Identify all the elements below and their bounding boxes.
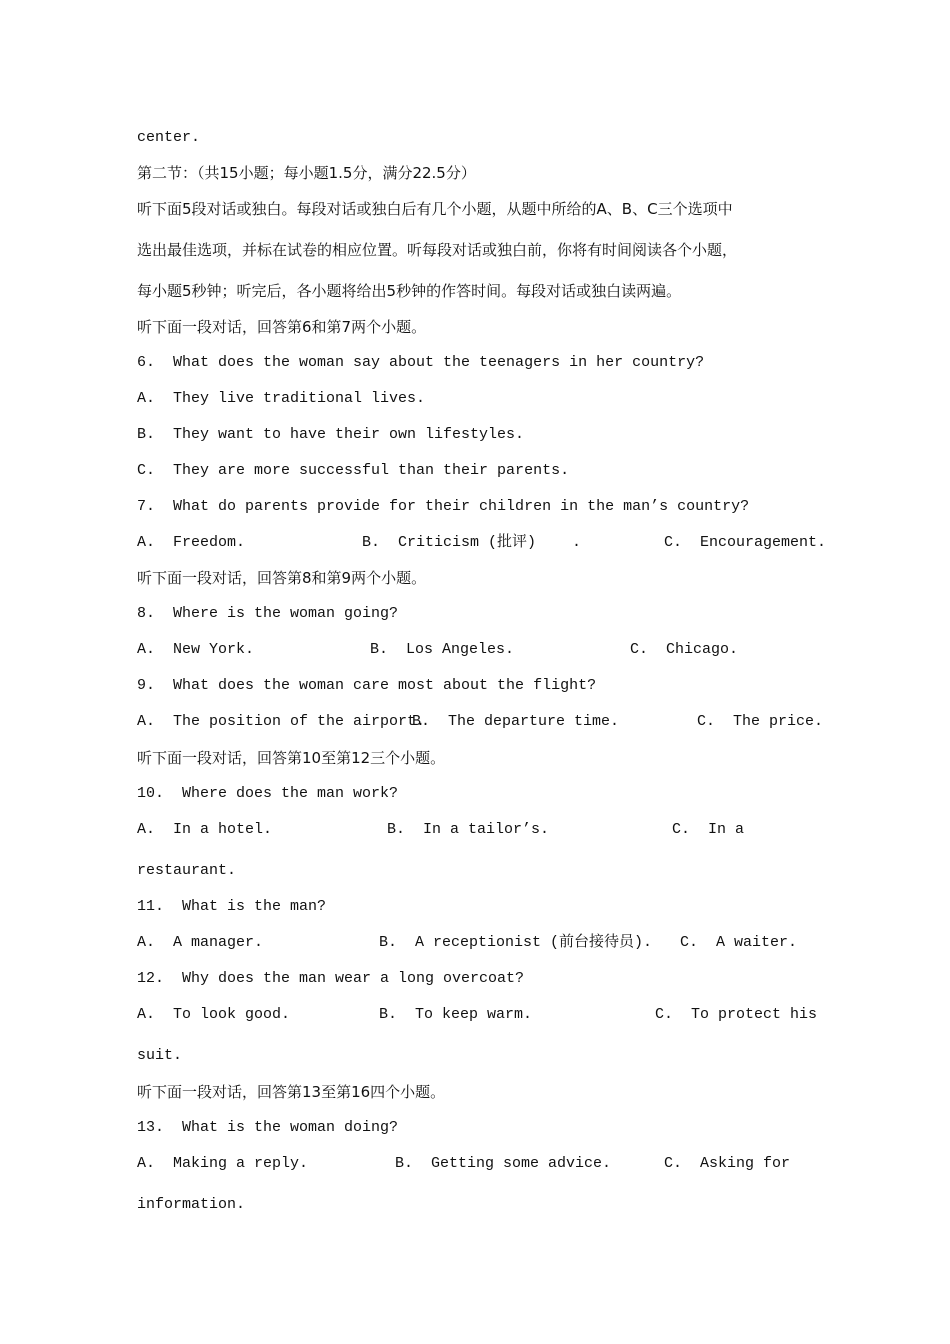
option-12c: C. To protect his [655,1006,818,1023]
option-10a: A. In a hotel. [137,821,273,838]
section-heading: 第二节：（共15小题；每小题1.5分，满分22.5分） [137,164,476,182]
option-10c: C. In a [672,821,745,838]
option-13c-continued: information. [137,1196,246,1213]
option-11c: C. A waiter. [680,934,798,951]
dialogue-intro: 听下面一段对话，回答第6和第7两个小题。 [137,318,427,336]
question-6: 6. What does the woman say about the teenagers in her country? [137,354,705,371]
option-10b: B. In a tailor’s. [387,821,550,838]
instruction-line: 听下面5段对话或独白。每段对话或独白后有几个小题，从题中所给的A、B、C三个选项中 [137,200,733,218]
dialogue-intro: 听下面一段对话，回答第8和第9两个小题。 [137,569,427,587]
option-13a: A. Making a reply. [137,1155,309,1172]
option-13b: B. Getting some advice. [395,1155,612,1172]
dialogue-intro: 听下面一段对话，回答第10至第12三个小题。 [137,749,446,767]
question-10: 10. Where does the man work? [137,785,399,802]
option-6a: A. They live traditional lives. [137,390,426,407]
question-8: 8. Where is the woman going? [137,605,399,622]
option-12c-continued: suit. [137,1047,183,1064]
option-12a: A. To look good. [137,1006,291,1023]
option-7b: B. Criticism (批评) . [362,534,582,551]
option-9b: B. The departure time. [412,713,620,730]
option-6c: C. They are more successful than their parents. [137,462,570,479]
option-6b: B. They want to have their own lifestyles. [137,426,525,443]
option-7a: A. Freedom. [137,534,246,551]
option-10c-continued: restaurant. [137,862,237,879]
option-9a: A. The position of the airport. [137,713,426,730]
option-8c: C. Chicago. [630,641,739,658]
instruction-line: 每小题5秒钟；听完后，各小题将给出5秒钟的作答时间。每段对话或独白读两遍。 [137,282,682,300]
question-13: 13. What is the woman doing? [137,1119,399,1136]
option-9c: C. The price. [697,713,824,730]
instruction-line: 选出最佳选项，并标在试卷的相应位置。听每段对话或独白前，你将有时间阅读各个小题， [137,241,738,259]
option-13c: C. Asking for [664,1155,791,1172]
option-8b: B. Los Angeles. [370,641,515,658]
option-11a: A. A manager. [137,934,264,951]
question-12: 12. Why does the man wear a long overcoat? [137,970,525,987]
dialogue-intro: 听下面一段对话，回答第13至第16四个小题。 [137,1083,446,1101]
text-line: center. [137,129,201,146]
question-9: 9. What does the woman care most about the flight? [137,677,597,694]
question-11: 11. What is the man? [137,898,327,915]
question-7: 7. What do parents provide for their children in the man’s country? [137,498,750,515]
option-8a: A. New York. [137,641,255,658]
option-7c: C. Encouragement. [664,534,827,551]
option-12b: B. To keep warm. [379,1006,533,1023]
option-11b: B. A receptionist (前台接待员). [379,934,653,951]
